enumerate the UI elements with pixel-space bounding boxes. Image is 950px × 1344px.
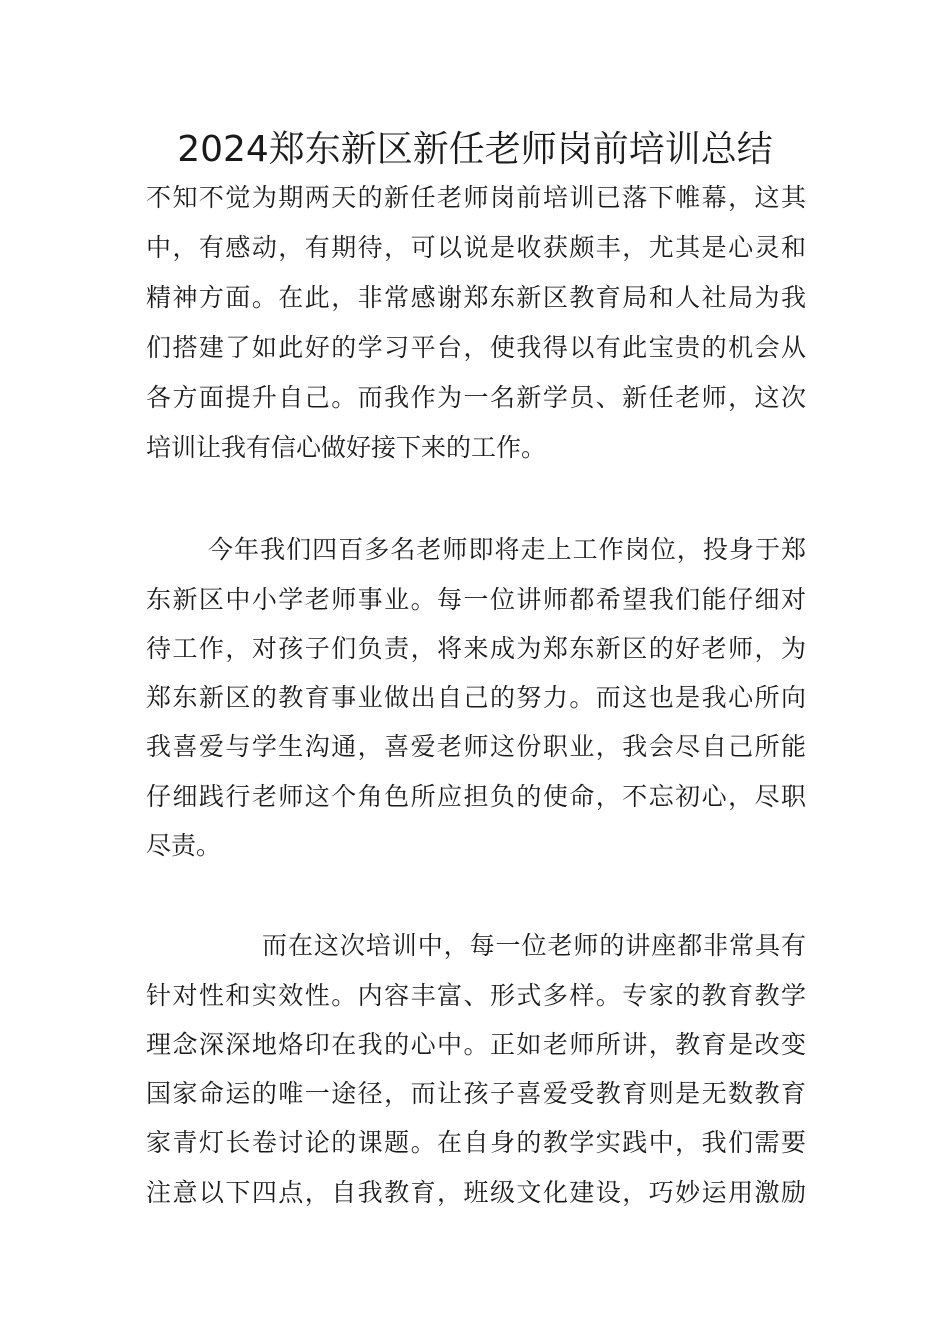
- paragraph-line: 不知不觉为期两天的新任老师岗前培训已落下帷幕，这其: [146, 183, 806, 212]
- paragraph-line: 郑东新区的教育事业做出自己的努力。而这也是我心所向: [146, 683, 806, 712]
- document-title: 2024郑东新区新任老师岗前培训总结: [177, 129, 773, 170]
- paragraph-line: 中，有感动，有期待，可以说是收获颇丰，尤其是心灵和: [146, 233, 806, 262]
- paragraph-line: 而在这次培训中，每一位老师的讲座都非常具有: [262, 931, 806, 960]
- paragraph-line: 注意以下四点，自我教育，班级文化建设，巧妙运用激励: [146, 1178, 806, 1207]
- paragraph-line: 培训让我有信心做好接下来的工作。: [146, 433, 547, 462]
- paragraph-line: 理念深深地烙印在我的心中。正如老师所讲，教育是改变: [146, 1030, 806, 1059]
- paragraph-line: 仔细践行老师这个角色所应担负的使命，不忘初心，尽职: [146, 782, 806, 811]
- paragraph-line: 待工作，对孩子们负责，将来成为郑东新区的好老师，为: [146, 634, 806, 663]
- paragraph-line: 今年我们四百多名老师即将走上工作岗位，投身于郑: [208, 535, 806, 564]
- paragraph-line: 东新区中小学老师事业。每一位讲师都希望我们能仔细对: [146, 585, 806, 614]
- paragraph-line: 国家命运的唯一途径，而让孩子喜爱受教育则是无数教育: [146, 1079, 806, 1108]
- paragraph-line: 家青灯长卷讨论的课题。在自身的教学实践中，我们需要: [146, 1128, 806, 1157]
- paragraph-line: 精神方面。在此，非常感谢郑东新区教育局和人社局为我: [146, 283, 806, 312]
- paragraph-line: 针对性和实效性。内容丰富、形式多样。专家的教育教学: [146, 981, 806, 1010]
- paragraph-line: 尽责。: [146, 831, 222, 860]
- paragraph-line: 我喜爱与学生沟通，喜爱老师这份职业，我会尽自己所能: [146, 732, 806, 761]
- paragraph-line: 们搭建了如此好的学习平台，使我得以有此宝贵的机会从: [146, 333, 806, 362]
- paragraph-line: 各方面提升自己。而我作为一名新学员、新任老师，这次: [146, 383, 806, 412]
